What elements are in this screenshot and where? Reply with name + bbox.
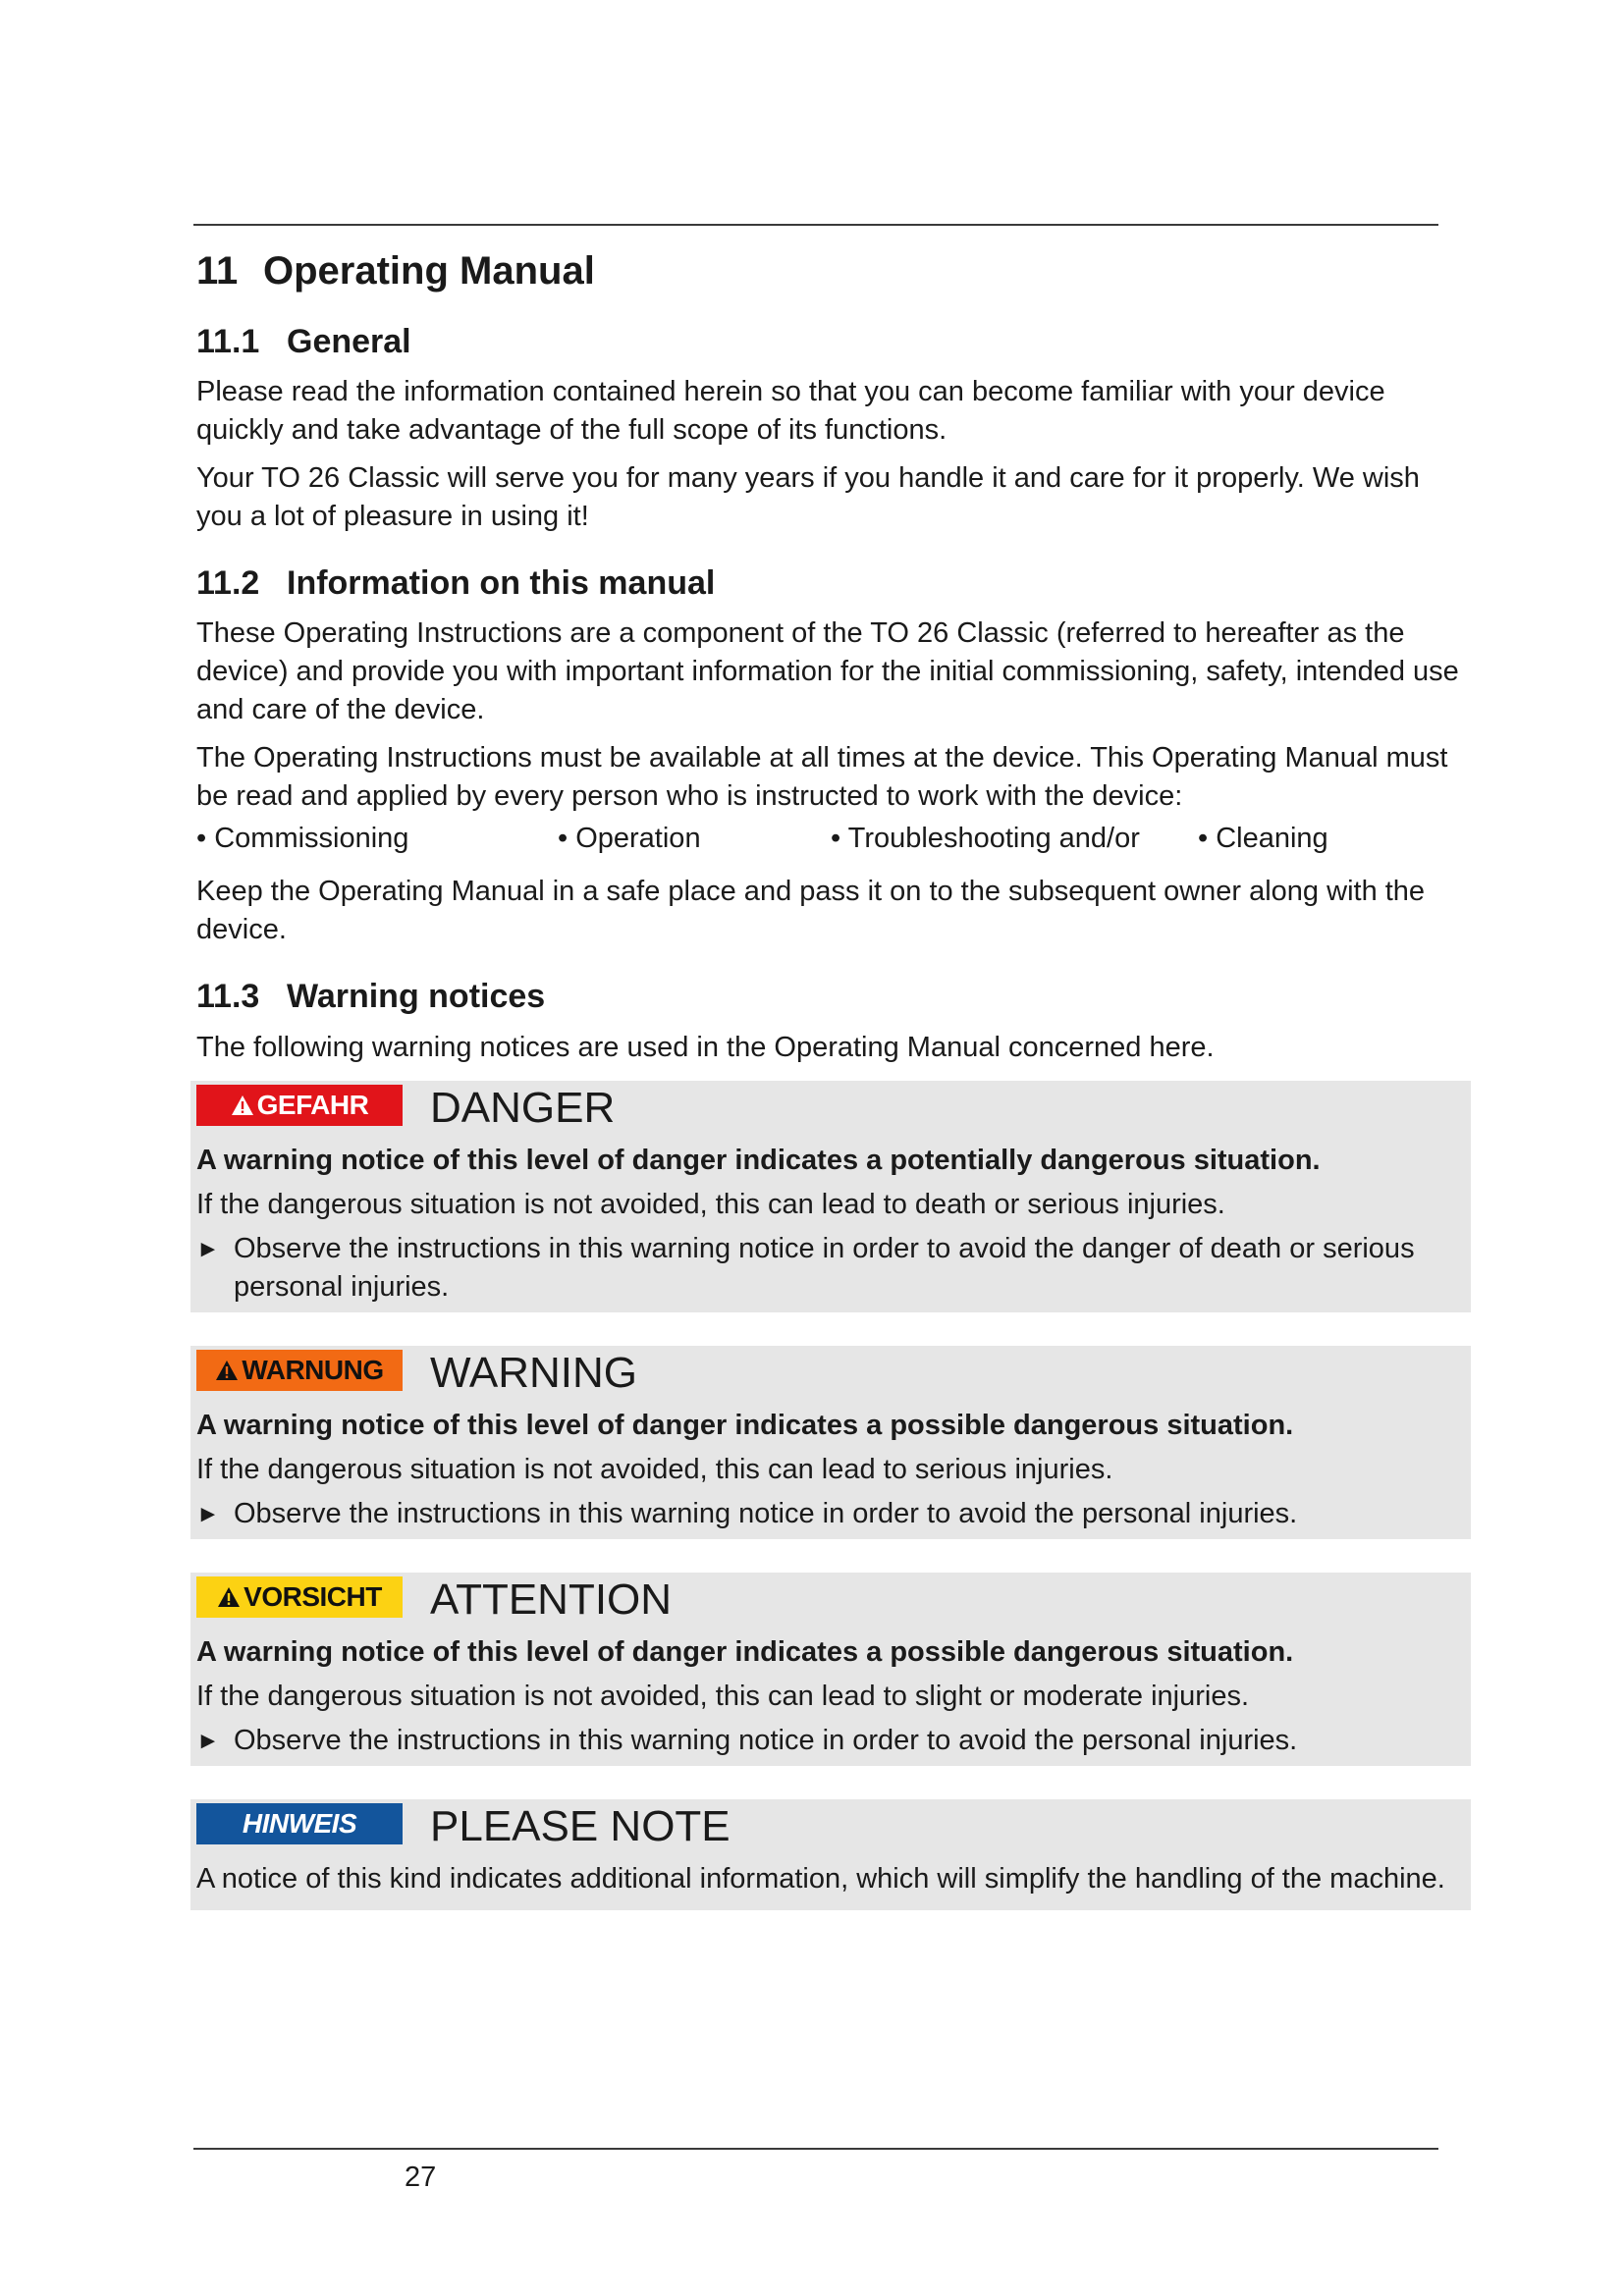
badge-label: WARNUNG: [242, 1354, 384, 1385]
notice-text: A notice of this kind indicates additional information, which will simplify the handling of the machine.: [196, 1862, 1445, 1895]
warning-triangle-icon: [215, 1359, 239, 1382]
paragraph: Please read the information contained herein so that you can become familiar with your device quickly and take advantage of the full scope of its functions.: [196, 376, 1385, 447]
notice-lead: A warning notice of this level of danger indicates a possible dangerous situation.: [196, 1409, 1294, 1441]
chapter-title: Operating Manual: [263, 249, 595, 293]
bullet-item: • Commissioning: [196, 823, 409, 855]
notice-lead: A warning notice of this level of danger indicates a potentially dangerous situation.: [196, 1144, 1321, 1176]
page-number: 27: [405, 2162, 437, 2193]
instruction-text: Observe the instructions in this warning notice in order to avoid the personal injuries.: [234, 1497, 1298, 1529]
paragraph: Your TO 26 Classic will serve you for many years if you handle it and care for it properly. We wish you a lot of pleasure in using it!: [196, 462, 1420, 533]
notice-instruction: [196, 1495, 1463, 1533]
notice-instruction: [196, 1230, 1463, 1307]
notice-consequence: If the dangerous situation is not avoided, this can lead to death or serious injuries.: [196, 1188, 1225, 1220]
signal-badge-warnung: [196, 1350, 403, 1391]
notice-consequence: If the dangerous situation is not avoided, this can lead to slight or moderate injuries.: [196, 1680, 1250, 1712]
notice-title: WARNING: [430, 1348, 638, 1397]
section-title: Warning notices: [287, 978, 546, 1016]
chapter-heading: [196, 245, 1463, 296]
paragraph: The following warning notices are used in the Operating Manual concerned here.: [196, 1031, 1215, 1063]
notice-warning: [190, 1346, 1471, 1539]
arrow-marker-icon: ►: [196, 1500, 220, 1527]
badge-label: VORSICHT: [244, 1580, 382, 1612]
notice-header: [196, 1576, 1463, 1633]
signal-badge-vorsicht: [196, 1576, 403, 1618]
paragraph: The Operating Instructions must be available at all times at the device. This Operating Manual must be read and applied by every person who is instructed to work with the device:: [196, 742, 1448, 813]
bullet-item: • Cleaning: [1198, 823, 1328, 855]
section-heading-information: [196, 561, 1463, 605]
notice-title: ATTENTION: [430, 1575, 673, 1624]
instruction-text: Observe the instructions in this warning notice in order to avoid the danger of death or serious personal injuries.: [234, 1232, 1415, 1303]
page-content: [196, 245, 1463, 1910]
section-number: 11.2: [196, 564, 260, 603]
notice-header: [196, 1803, 1463, 1860]
paragraph: Keep the Operating Manual in a safe place and pass it on to the subsequent owner along with the device.: [196, 876, 1426, 946]
section-number: 11.1: [196, 323, 260, 360]
notice-danger: [190, 1081, 1471, 1312]
notice-title: DANGER: [430, 1083, 616, 1132]
paragraph: These Operating Instructions are a component of the TO 26 Classic (referred to hereafter as the device) and provide you with important information for the initial commissioning, safety, intended use and care of the device.: [196, 617, 1459, 726]
bullet-list: [196, 820, 1463, 859]
notice-attention: [190, 1573, 1471, 1766]
instruction-text: Observe the instructions in this warning notice in order to avoid the personal injuries.: [234, 1724, 1298, 1756]
section-heading-general: [196, 320, 1463, 363]
signal-badge-hinweis: [196, 1803, 403, 1844]
notice-please-note: [190, 1799, 1471, 1910]
section-title: Information on this manual: [287, 564, 716, 603]
warning-triangle-icon: [217, 1585, 241, 1609]
notice-header: [196, 1350, 1463, 1407]
section-title: General: [287, 323, 411, 360]
arrow-marker-icon: ►: [196, 1727, 220, 1754]
notice-title: PLEASE NOTE: [430, 1801, 731, 1850]
notice-lead: A warning notice of this level of danger indicates a possible dangerous situation.: [196, 1635, 1294, 1668]
notice-consequence: If the dangerous situation is not avoided, this can lead to serious injuries.: [196, 1453, 1113, 1485]
section-number: 11.3: [196, 978, 260, 1016]
signal-badge-gefahr: [196, 1085, 403, 1126]
section-heading-warning-notices: [196, 975, 1463, 1018]
header-rule: [193, 224, 1438, 226]
chapter-number: 11: [196, 249, 239, 293]
footer-rule: [193, 2148, 1438, 2150]
notice-header: [196, 1085, 1463, 1142]
badge-label: GEFAHR: [256, 1089, 369, 1120]
badge-label: HINWEIS: [242, 1807, 357, 1839]
bullet-item: • Troubleshooting and/or: [831, 823, 1140, 855]
bullet-item: • Operation: [558, 823, 701, 855]
notice-instruction: [196, 1722, 1463, 1760]
warning-triangle-icon: [231, 1094, 254, 1117]
arrow-marker-icon: ►: [196, 1235, 220, 1262]
